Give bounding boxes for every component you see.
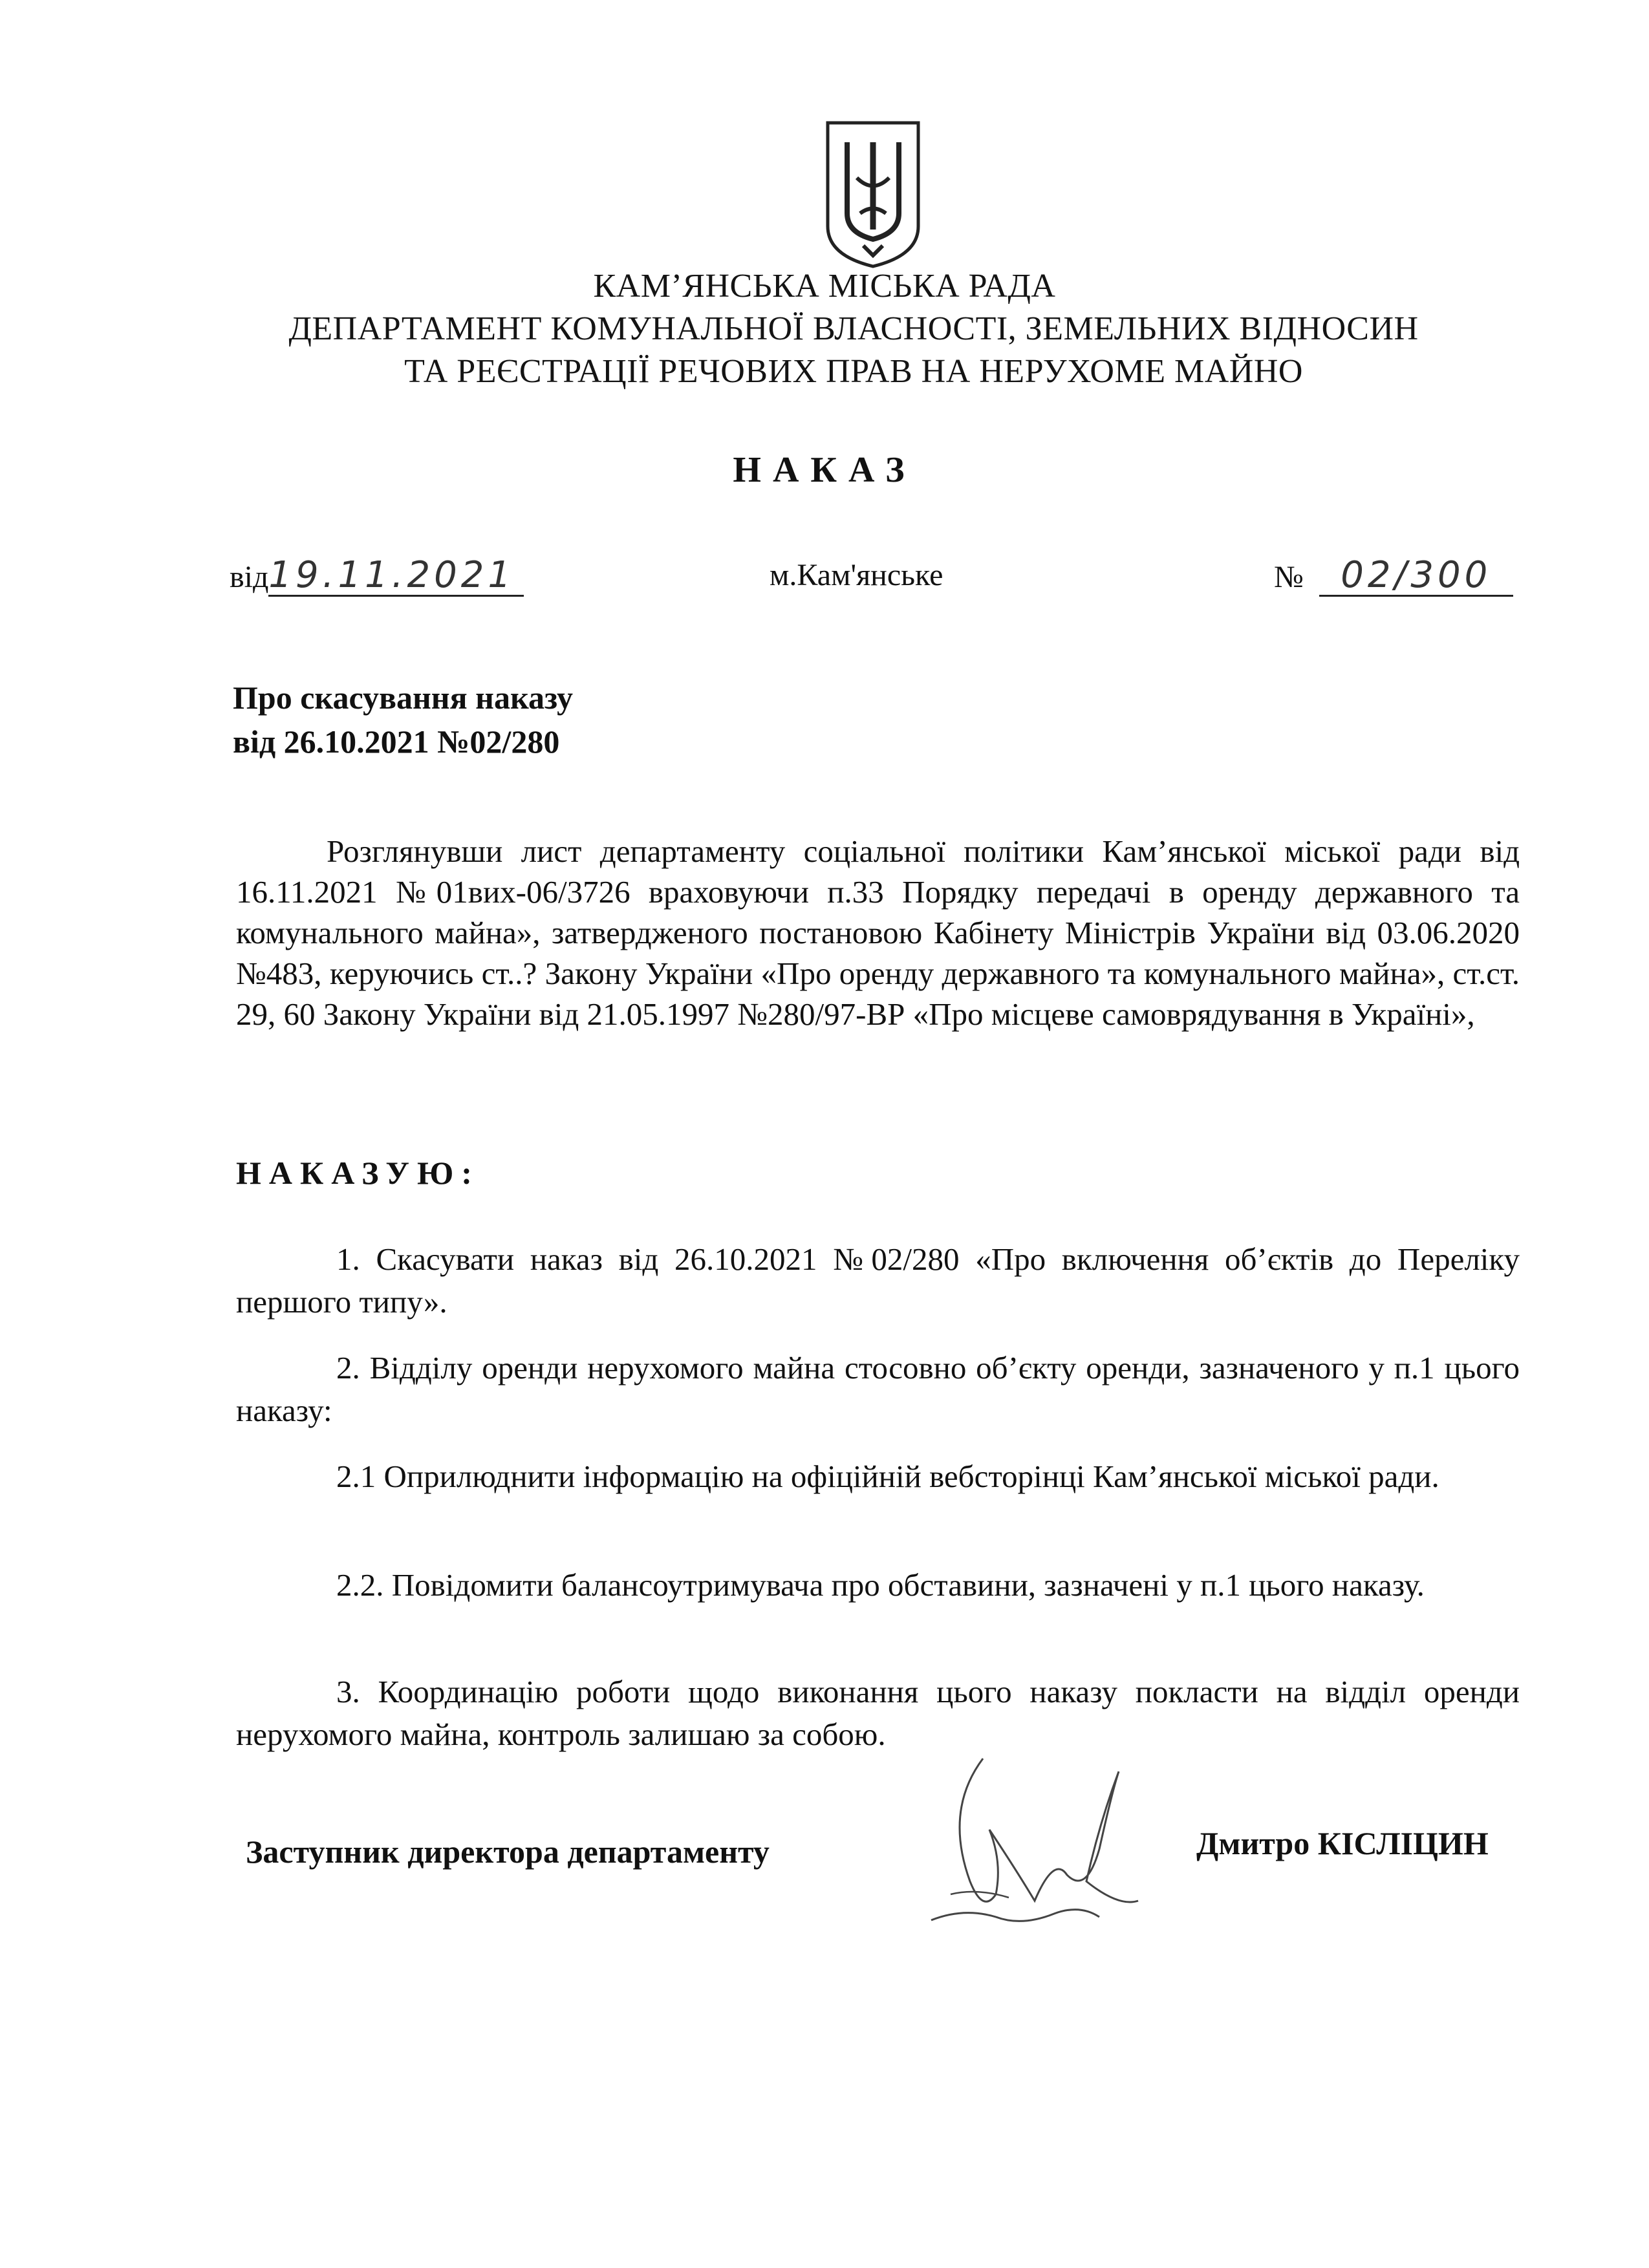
order-item-2: 2. Відділу оренди нерухомого майна стосовно об’єкту оренди, зазначеного у п.1 цього наказу:: [236, 1350, 1520, 1428]
org-name-line1: КАМ’ЯНСЬКА МІСЬКА РАДА: [593, 268, 1056, 305]
org-name-line2: ДЕПАРТАМЕНТ КОМУНАЛЬНОЇ ВЛАСНОСТІ, ЗЕМЕЛЬНИХ ВІДНОСИН: [288, 310, 1419, 347]
subject-line1: Про скасування наказу: [233, 679, 574, 716]
subject: [233, 676, 573, 764]
handwritten-signature: [905, 1733, 1151, 1946]
subject-line2: від 26.10.2021 №02/280: [233, 723, 560, 760]
order-item-2-1: 2.1 Оприлюднити інформацію на офіційній вебсторінці Кам’янської міської ради.: [336, 1459, 1439, 1494]
number-field: [1274, 556, 1513, 597]
signatory-position: Заступник директора департаменту: [246, 1834, 770, 1870]
date-value: 19.11.2021: [268, 556, 524, 597]
order-item-3: 3. Координацію роботи щодо виконання цього наказу покласти на відділ оренди нерухомого майна, контроль залишаю за собою.: [236, 1674, 1520, 1752]
number-prefix: №: [1274, 560, 1304, 594]
order-heading: НАКАЗУЮ:: [236, 1155, 480, 1191]
date-prefix: від: [230, 560, 269, 594]
signatory-name: Дмитро КІСЛІЦИН: [1196, 1825, 1489, 1861]
city-label: м.Кам'янське: [770, 558, 943, 592]
preamble-paragraph: Розглянувши лист департаменту соціальної політики Кам’янської міської ради від 16.11.2021 №01вих-06/3726 враховуючи п.33 Порядку передачі в оренду державного та комунального майна», затвердженого постановою Кабінету Міністрів України від 03.06.2020 №483, керуючись ст..? Закону України «Про оренду державного та комунального майна», ст.ст. 29, 60 Закону України від 21.05.1997 №280/97-ВР «Про місцеве самоврядування в Україні»,: [236, 833, 1520, 1032]
order-item-1: 1. Скасувати наказ від 26.10.2021 №02/280 «Про включення об’єктів до Переліку першого типу».: [236, 1241, 1520, 1320]
document-title: НАКАЗ: [733, 450, 916, 490]
org-name-line3: ТА РЕЄСТРАЦІЇ РЕЧОВИХ ПРАВ НА НЕРУХОМЕ МАЙНО: [404, 353, 1303, 390]
order-item-2-2: 2.2. Повідомити балансоутримувача про обставини, зазначені у п.1 цього наказу.: [336, 1567, 1425, 1603]
trident-icon: [821, 116, 925, 272]
number-value: 02/300: [1319, 556, 1513, 597]
date-field: [230, 556, 524, 597]
